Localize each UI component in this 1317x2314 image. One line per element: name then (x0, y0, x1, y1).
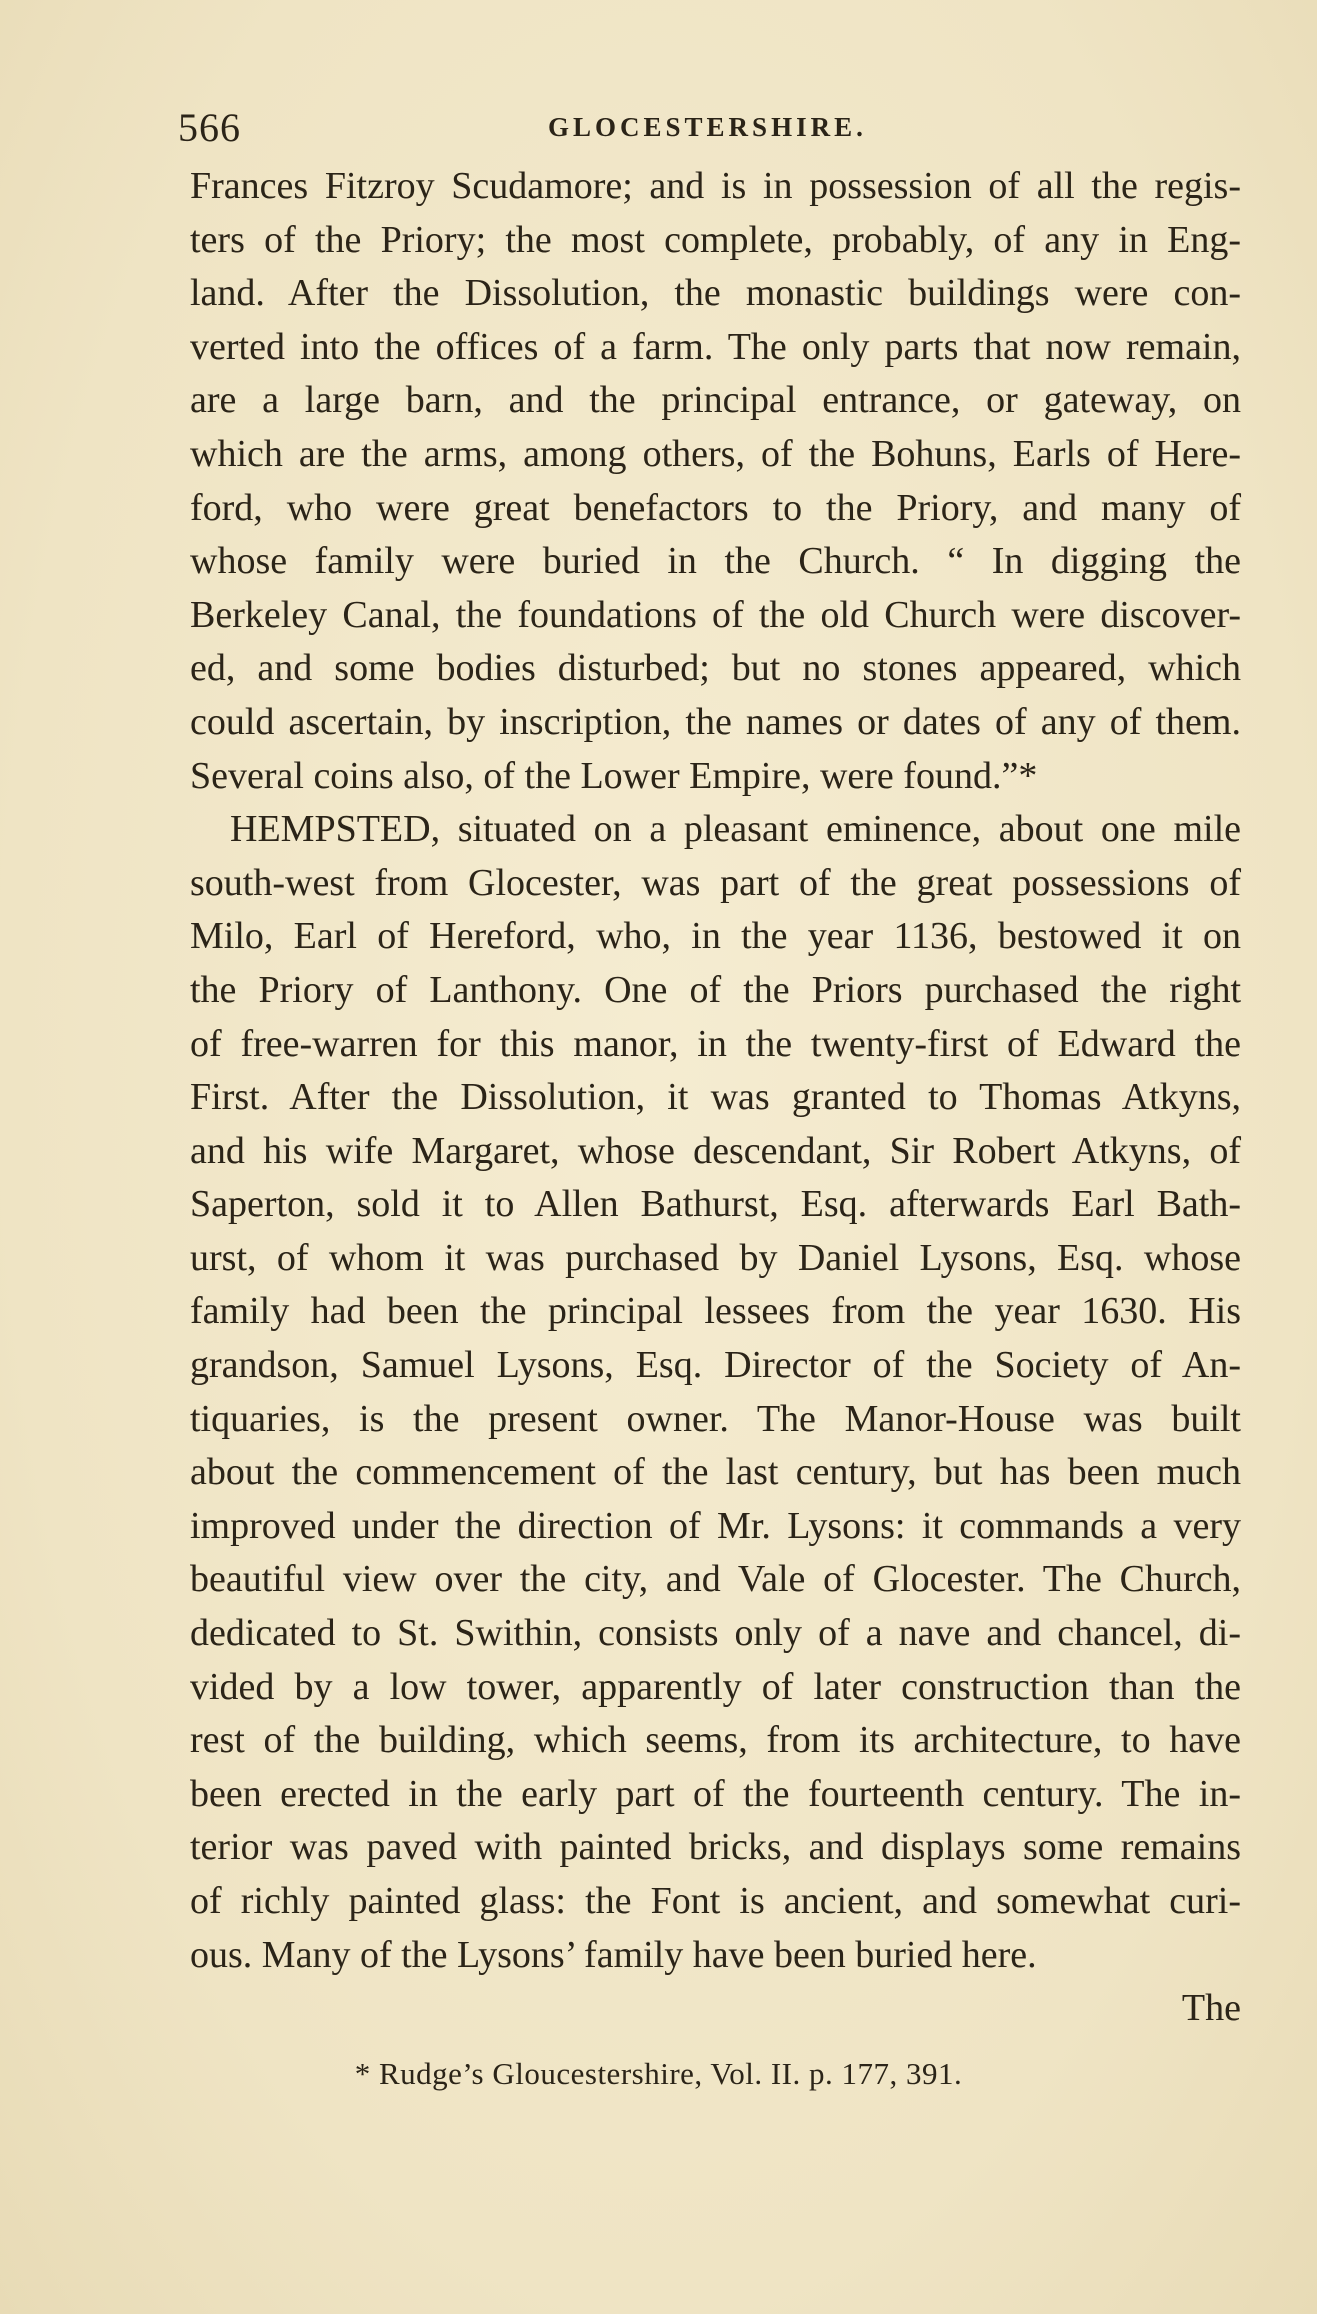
running-head (178, 104, 1248, 154)
text-line: ford, who were great benefactors to the Priory, and many of (190, 486, 1241, 529)
text-line: land. After the Dissolution, the monastic buildings were con- (190, 272, 1241, 315)
text-line: grandson, Samuel Lysons, Esq. Director of the Society of An- (190, 1344, 1241, 1387)
paragraph-start-line: HEMPSTED, situated on a pleasant eminence, about one mile (230, 808, 1241, 851)
text-line: urst, of whom it was purchased by Daniel Lysons, Esq. whose (190, 1236, 1241, 1279)
catchword: The (1181, 1987, 1241, 2030)
text-line: First. After the Dissolution, it was granted to Thomas Atkyns, (190, 1076, 1241, 1119)
text-line: the Priory of Lanthony. One of the Priors purchased the right (190, 968, 1241, 1011)
text-line: Frances Fitzroy Scudamore; and is in possession of all the regis- (190, 165, 1241, 207)
text-line: improved under the direction of Mr. Lysons: it commands a very (190, 1504, 1241, 1547)
text-line: beautiful view over the city, and Vale of Glocester. The Church, (190, 1558, 1241, 1601)
text-line: of free-warren for this manor, in the twenty-first of Edward the (190, 1022, 1241, 1065)
text-line: family had been the principal lessees from the year 1630. His (190, 1290, 1241, 1333)
text-line: ters of the Priory; the most complete, probably, of any in Eng- (190, 218, 1241, 261)
text-line: are a large barn, and the principal entrance, or gateway, on (190, 379, 1241, 422)
text-line: which are the arms, among others, of the Bohuns, Earls of Here- (190, 432, 1241, 475)
text-line: dedicated to St. Swithin, consists only of a nave and chancel, di- (190, 1612, 1241, 1655)
footnote: * Rudge’s Gloucestershire, Vol. II. p. 177, 391. (354, 2056, 963, 2091)
text-line: vided by a low tower, apparently of later construction than the (190, 1665, 1241, 1708)
text-line: tiquaries, is the present owner. The Manor-House was built (190, 1397, 1241, 1440)
text-line: ed, and some bodies disturbed; but no stones appeared, which (190, 647, 1241, 690)
text-line: Saperton, sold it to Allen Bathurst, Esq. afterwards Earl Bath- (190, 1183, 1241, 1226)
body-text (190, 160, 1241, 2036)
text-line: and his wife Margaret, whose descendant, Sir Robert Atkyns, of (190, 1129, 1241, 1172)
text-line: south-west from Glocester, was part of the great possessions of (190, 861, 1241, 904)
text-line: about the commencement of the last century, but has been much (190, 1451, 1241, 1494)
text-line: terior was paved with painted bricks, and displays some remains (190, 1826, 1241, 1869)
running-title: GLOCESTERSHIRE. (548, 112, 867, 142)
text-line: of richly painted glass: the Font is ancient, and somewhat curi- (190, 1880, 1241, 1922)
text-line: verted into the offices of a farm. The only parts that now remain, (190, 325, 1241, 368)
text-line: Berkeley Canal, the foundations of the old Church were discover- (190, 593, 1241, 636)
text-line: could ascertain, by inscription, the names or dates of any of them. (190, 700, 1241, 743)
text-line: rest of the building, which seems, from its architecture, to have (190, 1719, 1241, 1762)
text-line: been erected in the early part of the fourteenth century. The in- (190, 1772, 1241, 1815)
text-line: whose family were buried in the Church. “ In digging the (190, 540, 1241, 583)
text-line: Several coins also, of the Lower Empire, were found.”* (190, 754, 1038, 797)
text-line: ous. Many of the Lysons’ family have been buried here. (190, 1933, 1037, 1976)
page-number: 566 (178, 105, 241, 150)
text-line: Milo, Earl of Hereford, who, in the year 1136, bestowed it on (190, 915, 1241, 958)
